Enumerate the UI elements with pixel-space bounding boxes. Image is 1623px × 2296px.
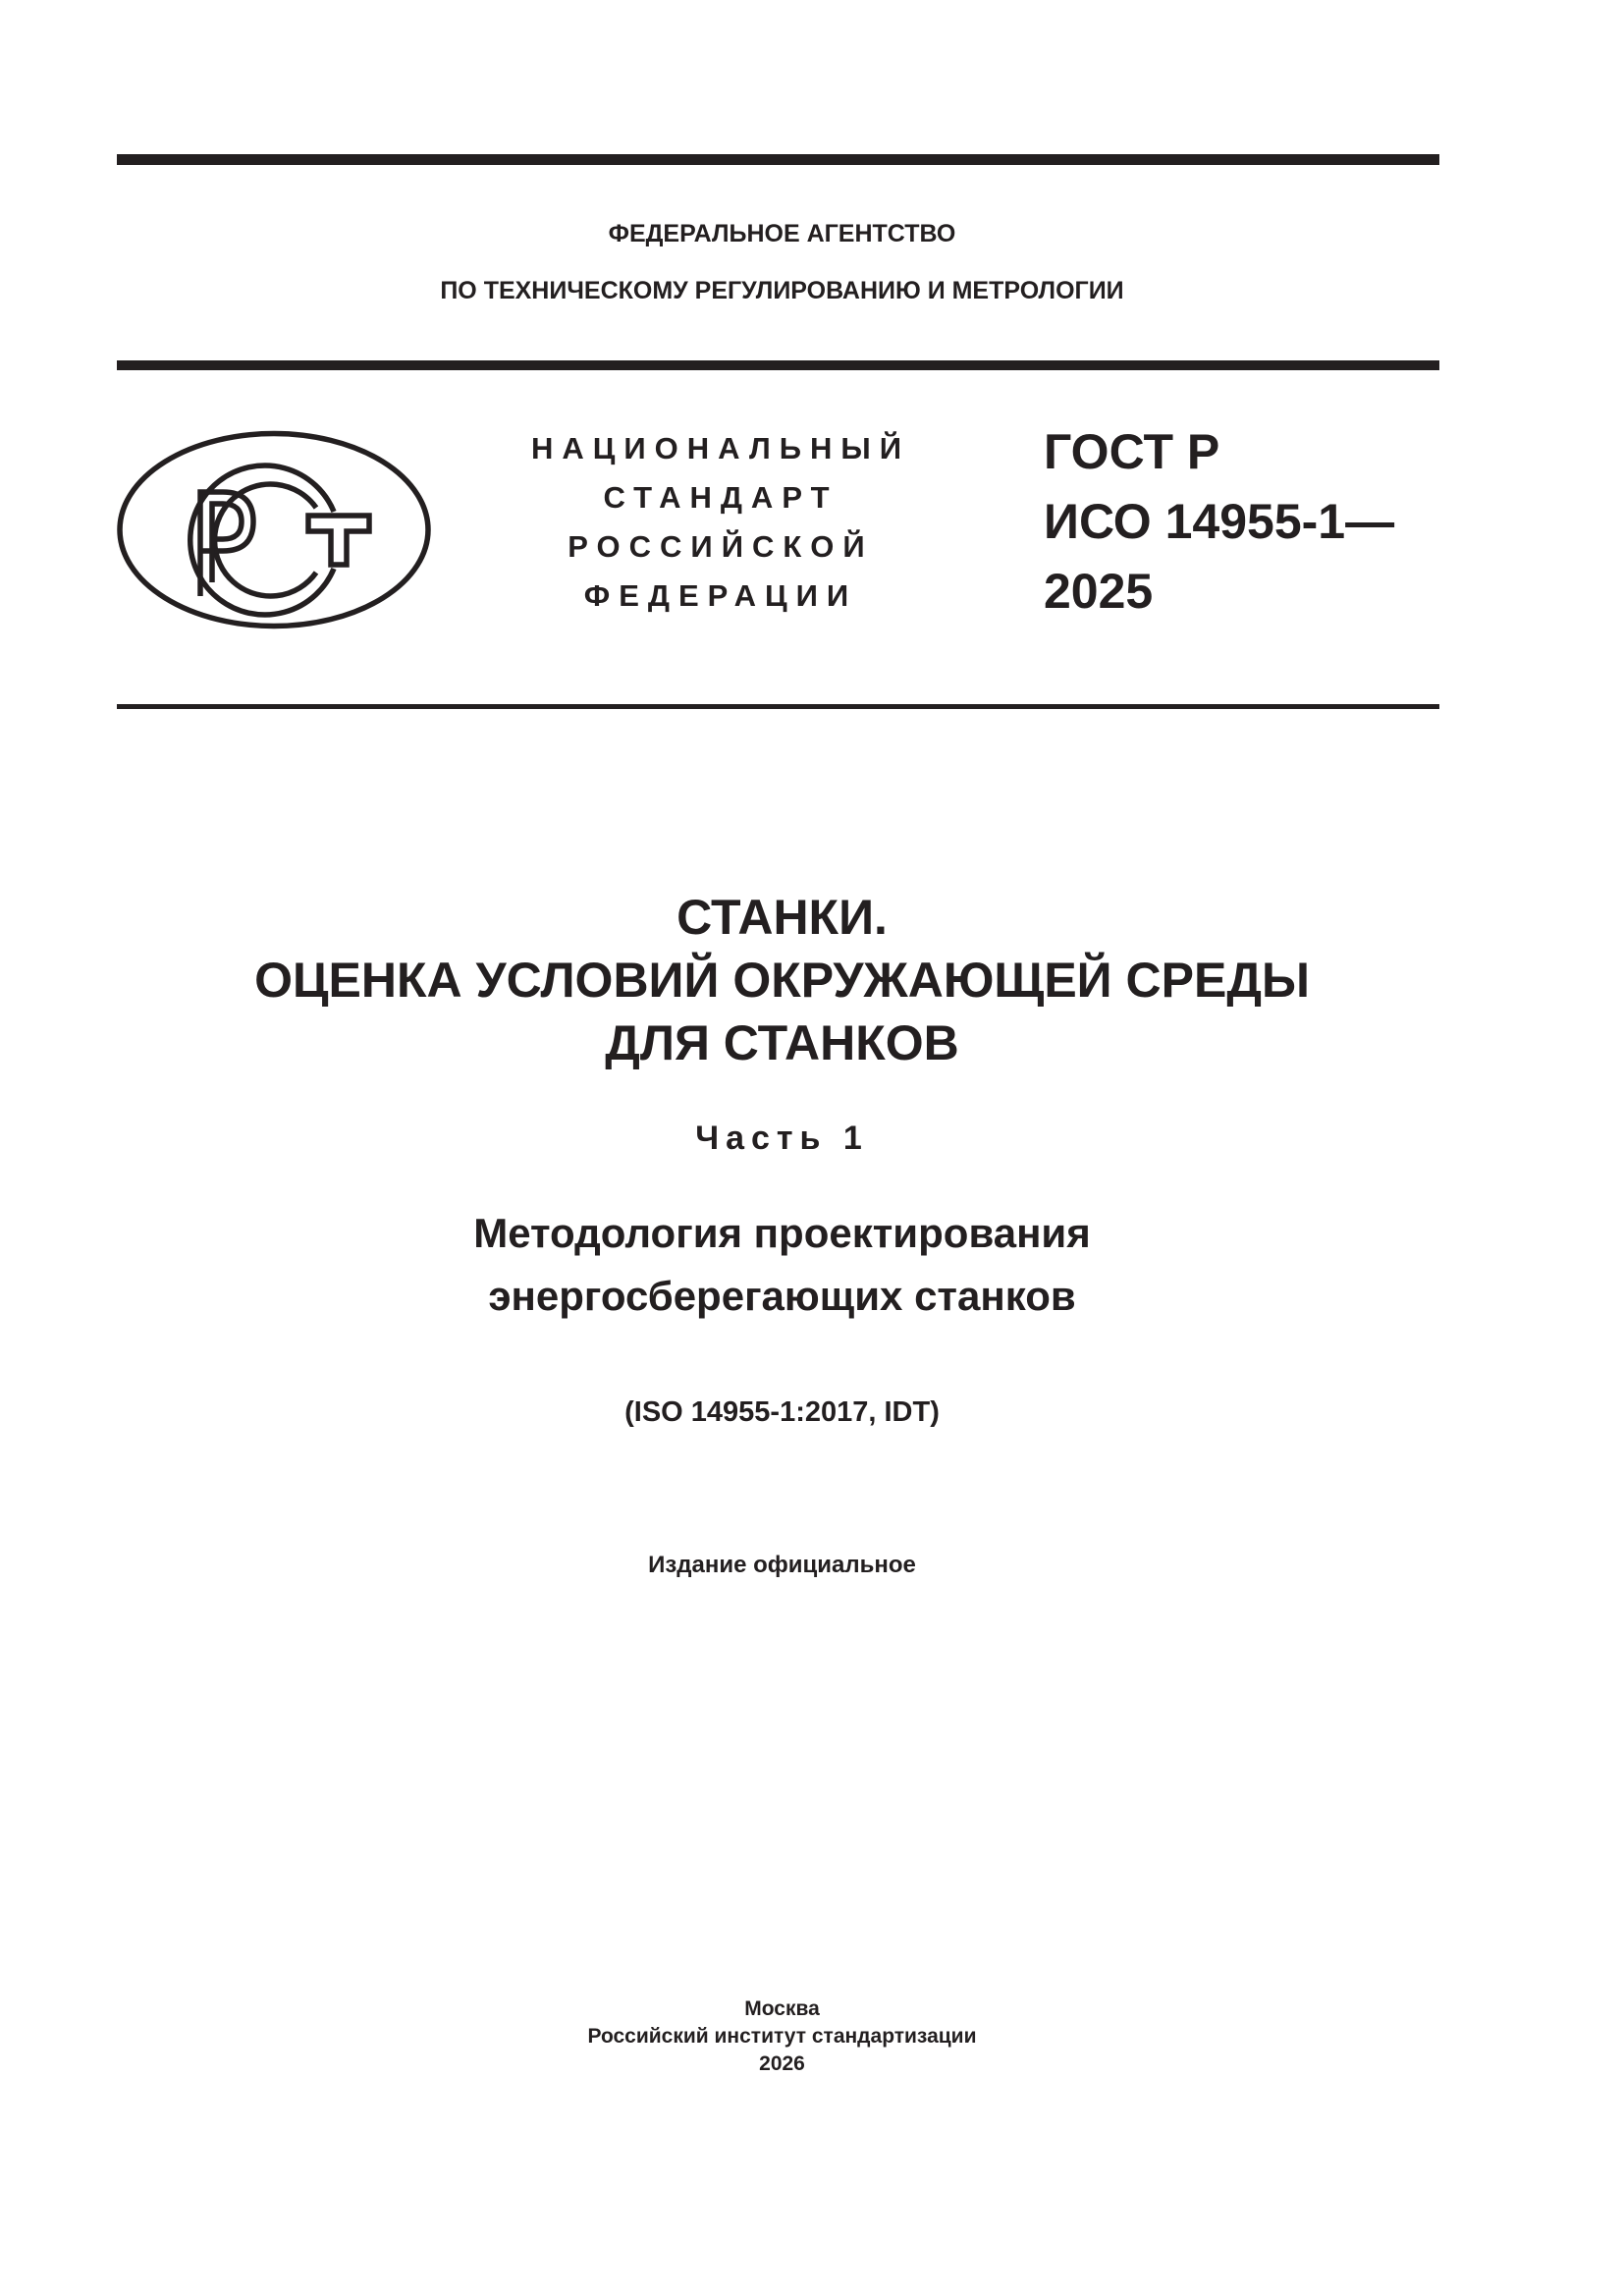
title-line: СТАНКИ. <box>676 890 888 945</box>
national-standard-line: ФЕДЕРАЦИИ <box>583 578 858 613</box>
imprint <box>0 1995 1564 2078</box>
subtitle-line: энергосберегающих станков <box>488 1273 1076 1319</box>
designation-line: ГОСТ Р <box>1044 424 1220 479</box>
imprint-publisher: Российский институт стандартизации <box>587 2025 977 2048</box>
imprint-year: 2026 <box>759 2052 805 2075</box>
document-title <box>0 886 1564 1074</box>
part-number: Часть 1 <box>695 1120 869 1157</box>
designation-line: ИСО 14955-1— <box>1044 494 1395 549</box>
designation-line: 2025 <box>1044 564 1154 619</box>
imprint-city: Москва <box>744 1997 820 2020</box>
document-subtitle <box>0 1202 1564 1328</box>
title-line: ДЛЯ СТАНКОВ <box>605 1015 959 1070</box>
standard-designation <box>1044 417 1394 627</box>
rst-mark-icon <box>116 429 432 630</box>
header-rule <box>117 360 1439 370</box>
designation-rule <box>117 704 1439 709</box>
national-standard-line: НАЦИОНАЛЬНЫЙ <box>530 431 911 465</box>
iso-reference: (ISO 14955-1:2017, IDT) <box>624 1396 940 1428</box>
top-rule <box>117 154 1439 165</box>
agency-name-line1: ФЕДЕРАЛЬНОЕ АГЕНТСТВО <box>608 220 956 247</box>
agency-name-line2: ПО ТЕХНИЧЕСКОМУ РЕГУЛИРОВАНИЮ И МЕТРОЛОГИИ <box>440 277 1124 304</box>
national-standard-line: СТАНДАРТ <box>603 480 839 515</box>
national-standard-line: РОССИЙСКОЙ <box>568 529 874 564</box>
subtitle-line: Методология проектирования <box>473 1210 1091 1256</box>
national-standard-label <box>499 424 943 621</box>
edition-note: Издание официальное <box>648 1552 916 1578</box>
title-line: ОЦЕНКА УСЛОВИЙ ОКРУЖАЮЩЕЙ СРЕДЫ <box>254 953 1310 1008</box>
